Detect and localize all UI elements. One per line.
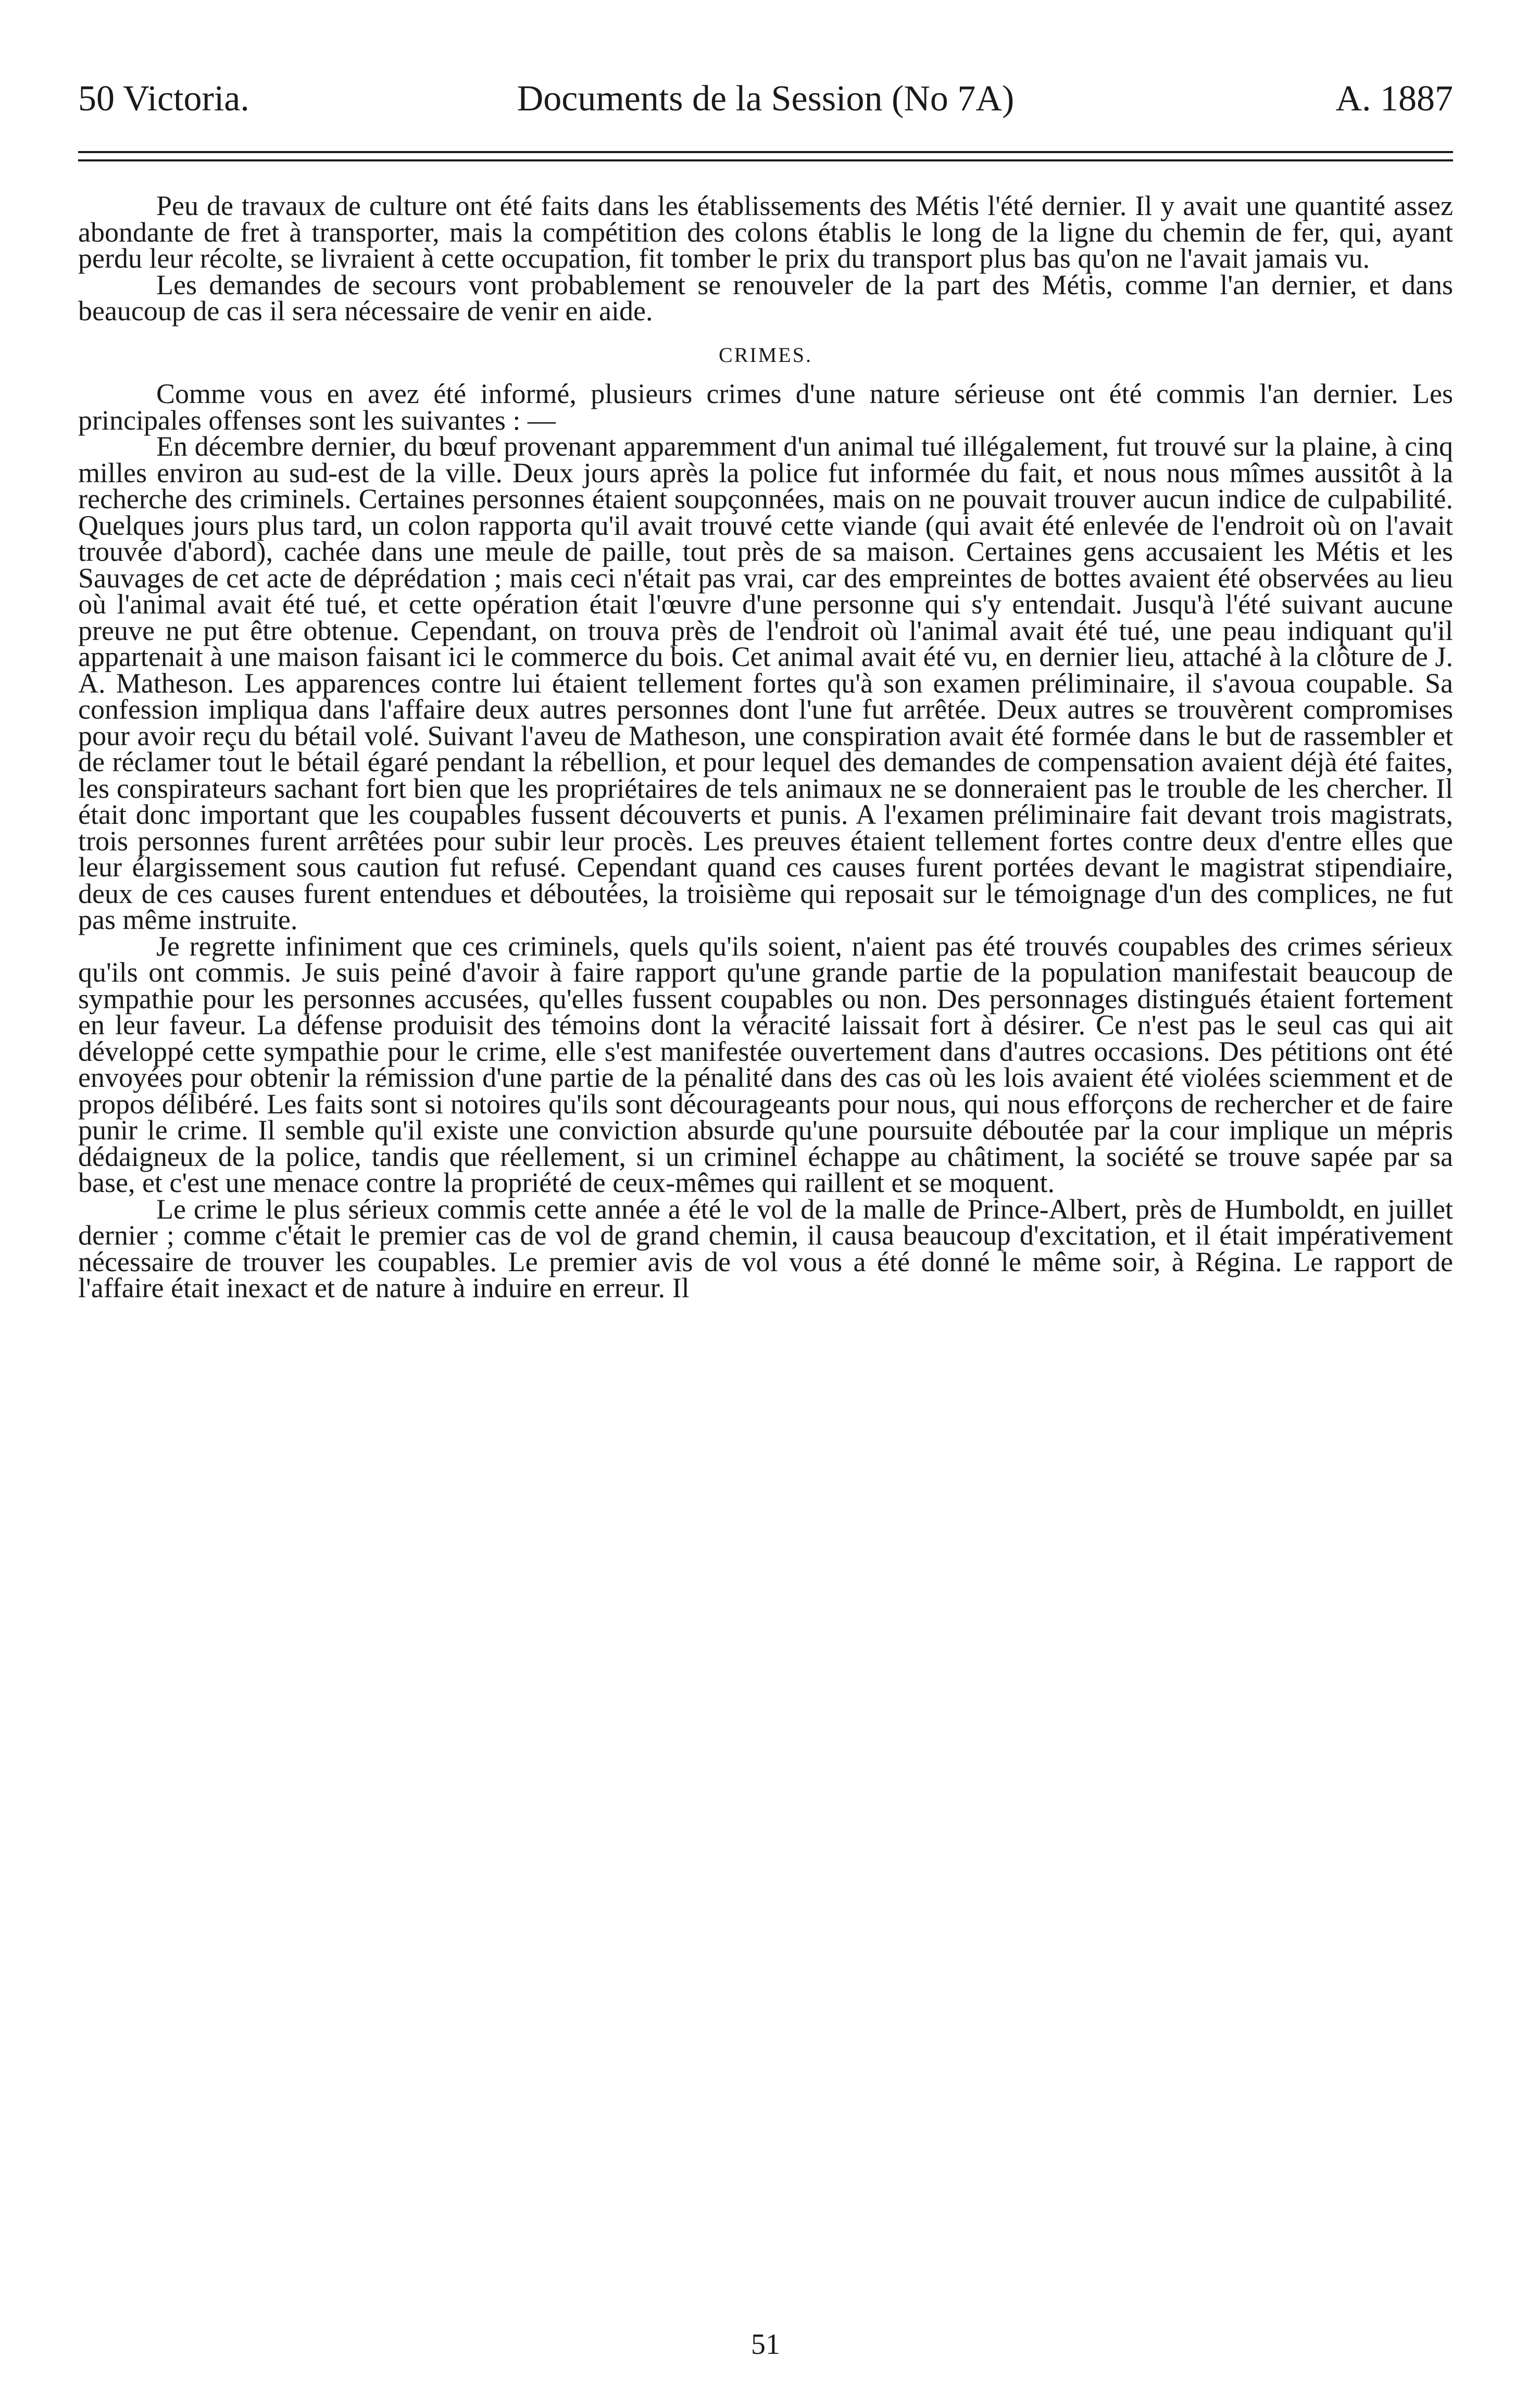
paragraph-boeuf-affaire: En décembre dernier, du bœuf provenant apparemment d'un animal tué illégalement, fut trouvé sur la plaine, à cinq milles environ au sud-est de la ville. Deux jours après la police fut informée du fait, et nous nous mîmes aussitôt à la recherche des criminels. Certaines personnes étaient soupçonnées, mais on ne pouvait trouver aucun indice de culpabilité. Quelques jours plus tard, un colon rapporta qu'il avait trouvé cette viande (qui avait été enlevée de l'endroit où on l'avait trouvée d'abord), cachée dans une meule de paille, tout près de sa maison. Certaines gens accusaient les Métis et les Sauvages de cet acte de déprédation ; mais ceci n'était pas vrai, car des empreintes de bottes avaient été observées au lieu où l'animal avait été tué, et cette opération était l'œuvre d'une personne qui s'y entendait. Jusqu'à l'été suivant aucune preuve ne put être obtenue. Cependant, on trouva près de l'endroit où l'animal avait été tué, une peau indiquant qu'il appartenait à une maison faisant ici le commerce du bois. Cet animal avait été vu, en dernier lieu, attaché à la clôture de J. A. Matheson. Les apparences contre lui étaient tellement fortes qu'à son examen préliminaire, il s'avoua coupable. Sa confession impliqua dans l'affaire deux autres personnes dont l'une fut arrêtée. Deux autres se trouvèrent compromises pour avoir reçu du bétail volé. Suivant l'aveu de Matheson, une conspiration avait été formée dans le but de rassembler et de réclamer tout le bétail égaré pendant la rébellion, et pour lequel des demandes de compensation avaient déjà été faites, les conspirateurs sachant fort bien que les propriétaires de tels animaux ne se donneraient pas le trouble de les chercher. Il était donc important que les coupables fussent découverts et punis. A l'examen préliminaire fait devant trois magistrats, trois personnes furent arrêtées pour subir leur procès. Les preuves étaient tellement fortes contre deux d'entre elles que leur élargissement sous caution fut refusé. Cependant quand ces causes furent portées devant le magistrat stipendiaire, deux de ces causes furent entendues et déboutées, la troisième qui reposait sur le témoignage d'un des complices, ne fut pas même instruite. bbox=[78, 431, 1453, 935]
document-body bbox=[78, 190, 1453, 1303]
section-title-crimes: CRIMES. bbox=[719, 343, 812, 367]
paragraph-vol-malle: Le crime le plus sérieux commis cette année a été le vol de la malle de Prince-Albert, près de Humboldt, en juillet dernier ; comme c'était le premier cas de vol de grand chemin, il causa beaucoup d'excitation, et il était impérativement nécessaire de trouver les coupables. Le premier avis de vol vous a été donné le même soir, à Régina. Le rapport de l'affaire était inexact et de nature à induire en erreur. Il bbox=[78, 1193, 1453, 1303]
running-header bbox=[78, 78, 1453, 125]
header-year: A. 1887 bbox=[1335, 79, 1453, 119]
header-rule-top bbox=[78, 151, 1453, 153]
header-session-year: 50 Victoria. bbox=[78, 79, 249, 119]
header-document-title: Documents de la Session (No 7A) bbox=[517, 79, 1015, 119]
paragraph-sympathie: Je regrette infiniment que ces criminels, quels qu'ils soient, n'aient pas été trouvés coupables des crimes sérieux qu'ils ont commis. Je suis peiné d'avoir à faire rapport qu'une grande partie de la population manifestait beaucoup de sympathie pour les personnes accusées, qu'elles fussent coupables ou non. Des personnages distingués étaient fortement en leur faveur. La défense produisit des témoins dont la véracité laissait fort à désirer. Ce n'est pas le seul cas qui ait développé cette sympathie pour le crime, elle s'est manifestée ouvertement dans d'autres occasions. Des pétitions ont été envoyées pour obtenir la rémission d'une partie de la pénalité dans des cas où les lois avaient été violées sciemment et de propos délibéré. Les faits sont si notoires qu'ils sont décourageants pour nous, qui nous efforçons de rechercher et de faire punir le crime. Il semble qu'il existe une conviction absurde qu'une poursuite déboutée par la cour implique un mépris dédaigneux de la police, tandis que réellement, si un criminel échappe au châtiment, la société se trouve sapée par sa base, et c'est une menace contre la propriété de ceux-mêmes qui raillent et se moquent. bbox=[78, 930, 1453, 1198]
paragraph-culture: Peu de travaux de culture ont été faits dans les établissements des Métis l'été dernier. Il y avait une quantité assez abondante de fret à transporter, mais la compétition des colons établis le long de la ligne du chemin de fer, qui, ayant perdu leur récolte, se livraient à cette occupation, fit tomber le prix du transport plus bas qu'on ne l'avait jamais vu. bbox=[78, 190, 1453, 274]
page-number: 51 bbox=[751, 2328, 780, 2361]
paragraph-secours: Les demandes de secours vont probablement se renouveler de la part des Métis, comme l'an dernier, et dans beaucoup de cas il sera nécessaire de venir en aide. bbox=[78, 269, 1453, 327]
paragraph-crimes-intro: Comme vous en avez été informé, plusieurs crimes d'une nature sérieuse ont été commis l'an dernier. Les principales offenses sont les suivantes : — bbox=[78, 378, 1453, 436]
header-rule-bottom bbox=[78, 159, 1453, 161]
